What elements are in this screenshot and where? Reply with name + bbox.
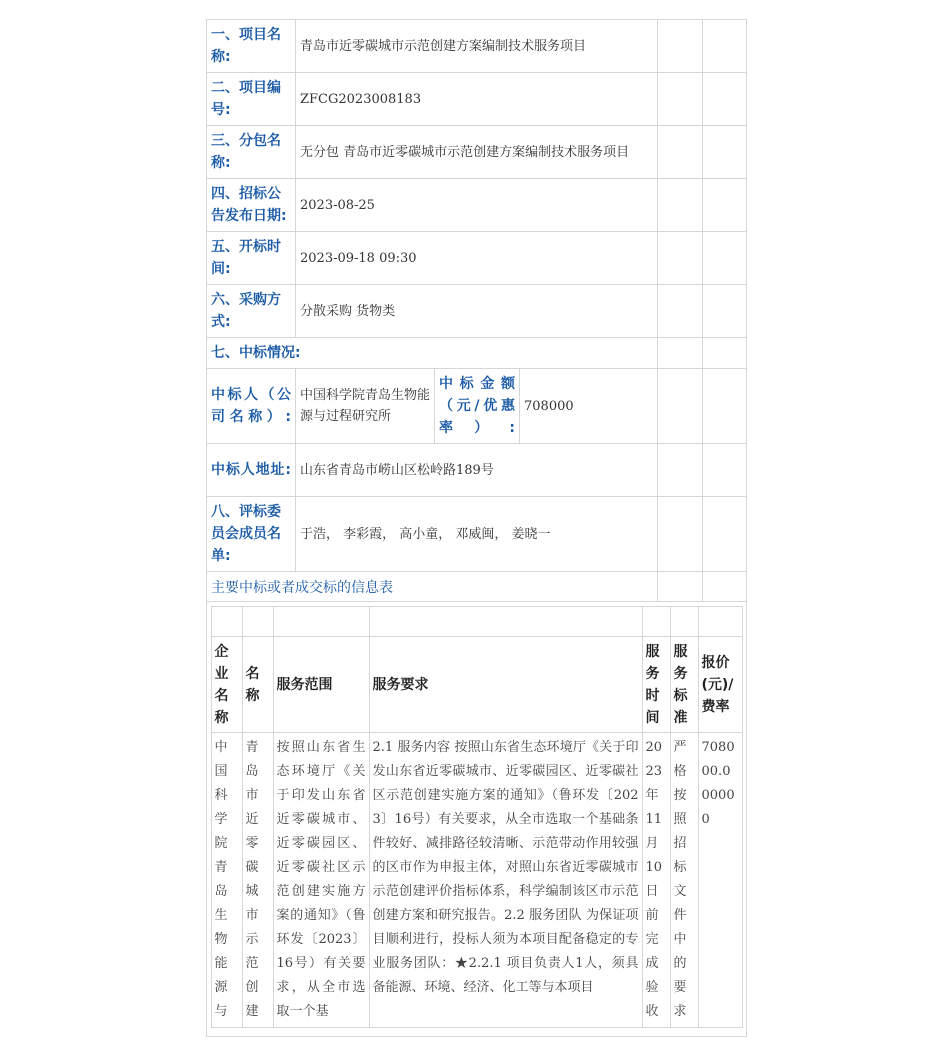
row-winner [207, 369, 747, 444]
row-address [207, 444, 747, 497]
method-label: 六、采购方式: [207, 285, 296, 338]
header-price: 报价(元)/费率 [698, 637, 742, 733]
notice-date-value: 2023-08-25 [296, 179, 658, 232]
method-value: 分散采购 货物类 [296, 285, 658, 338]
address-value: 山东省青岛市崂山区松岭路189号 [296, 444, 658, 497]
open-time-label: 五、开标时间: [207, 232, 296, 285]
open-time-value: 2023-09-18 09:30 [296, 232, 658, 285]
row-committee [207, 497, 747, 572]
committee-value: 于浩， 李彩霞， 高小童， 邓威闽， 姜晓一 [296, 497, 658, 572]
winner-value: 中国科学院青岛生物能源与过程研究所 [296, 369, 435, 444]
header-requirement: 服务要求 [369, 637, 642, 733]
header-company: 企业名称 [211, 637, 242, 733]
amount-value: 708000 [520, 369, 658, 444]
project-name-label: 一、项目名称: [207, 20, 296, 73]
amount-label: 中标金额（元/优惠率）: [435, 369, 520, 444]
row-award-title [207, 338, 747, 369]
cell-standard: 严格按照招标文件中的要求 [670, 733, 698, 1028]
info-table-title: 主要中标或者成交标的信息表 [207, 572, 658, 602]
cell-scope: 按照山东省生态环境厅《关于印发山东省近零碳城市、近零碳园区、近零碳社区示范创建实施方案的通知》（鲁环发〔2023〕16号）有关要求，从全市选取一个基 [273, 733, 369, 1028]
row-package [207, 126, 747, 179]
row-notice-date [207, 179, 747, 232]
table-row [211, 733, 742, 1028]
row-project-name [207, 20, 747, 73]
project-name-value: 青岛市近零碳城市示范创建方案编制技术服务项目 [296, 20, 658, 73]
row-project-no [207, 73, 747, 126]
header-standard: 服务标准 [670, 637, 698, 733]
award-title: 七、中标情况: [207, 338, 658, 369]
package-label: 三、分包名称: [207, 126, 296, 179]
bid-info-table [206, 19, 747, 1037]
cell-requirement: 2.1 服务内容 按照山东省生态环境厅《关于印发山东省近零碳城市、近零碳园区、近零碳社区示范创建实施方案的通知》（鲁环发〔2023〕16号）有关要求，从全市选取一个基础条件较好、减排路径较清晰、示范带动作用较强的区市作为申报主体，对照山东省近零碳城市示范创建评价指标体系，科学编制该区市示范创建方案和研究报告。2.2 服务团队 为保证项目顺利进行，投标人须为本项目配备稳定的专业服务团队：★2.2.1 项目负责人1人，须具备能源、环境、经济、化工等与本项目 [369, 733, 642, 1028]
row-method [207, 285, 747, 338]
award-detail-table [211, 606, 743, 1028]
cell-price: 708000.000000 [698, 733, 742, 1028]
row-info-title [207, 572, 747, 602]
cell-name: 青岛市近零碳城市示范创建 [242, 733, 273, 1028]
header-time: 服务时间 [642, 637, 670, 733]
row-open-time [207, 232, 747, 285]
cell-company: 中国科学院青岛生物能源与 [211, 733, 242, 1028]
committee-label: 八、评标委员会成员名单: [207, 497, 296, 572]
inner-spacer-row [211, 607, 742, 637]
winner-label: 中标人（公司名称）: [207, 369, 296, 444]
row-inner-table [207, 602, 747, 1037]
project-no-value: ZFCG2023008183 [296, 73, 658, 126]
cell-time: 2023年11月10日前完成验收 [642, 733, 670, 1028]
header-name: 名称 [242, 637, 273, 733]
package-value: 无分包 青岛市近零碳城市示范创建方案编制技术服务项目 [296, 126, 658, 179]
bid-result-document [206, 19, 746, 1037]
header-scope: 服务范围 [273, 637, 369, 733]
project-no-label: 二、项目编号: [207, 73, 296, 126]
address-label: 中标人地址: [207, 444, 296, 497]
notice-date-label: 四、招标公告发布日期: [207, 179, 296, 232]
inner-header-row [211, 637, 742, 733]
